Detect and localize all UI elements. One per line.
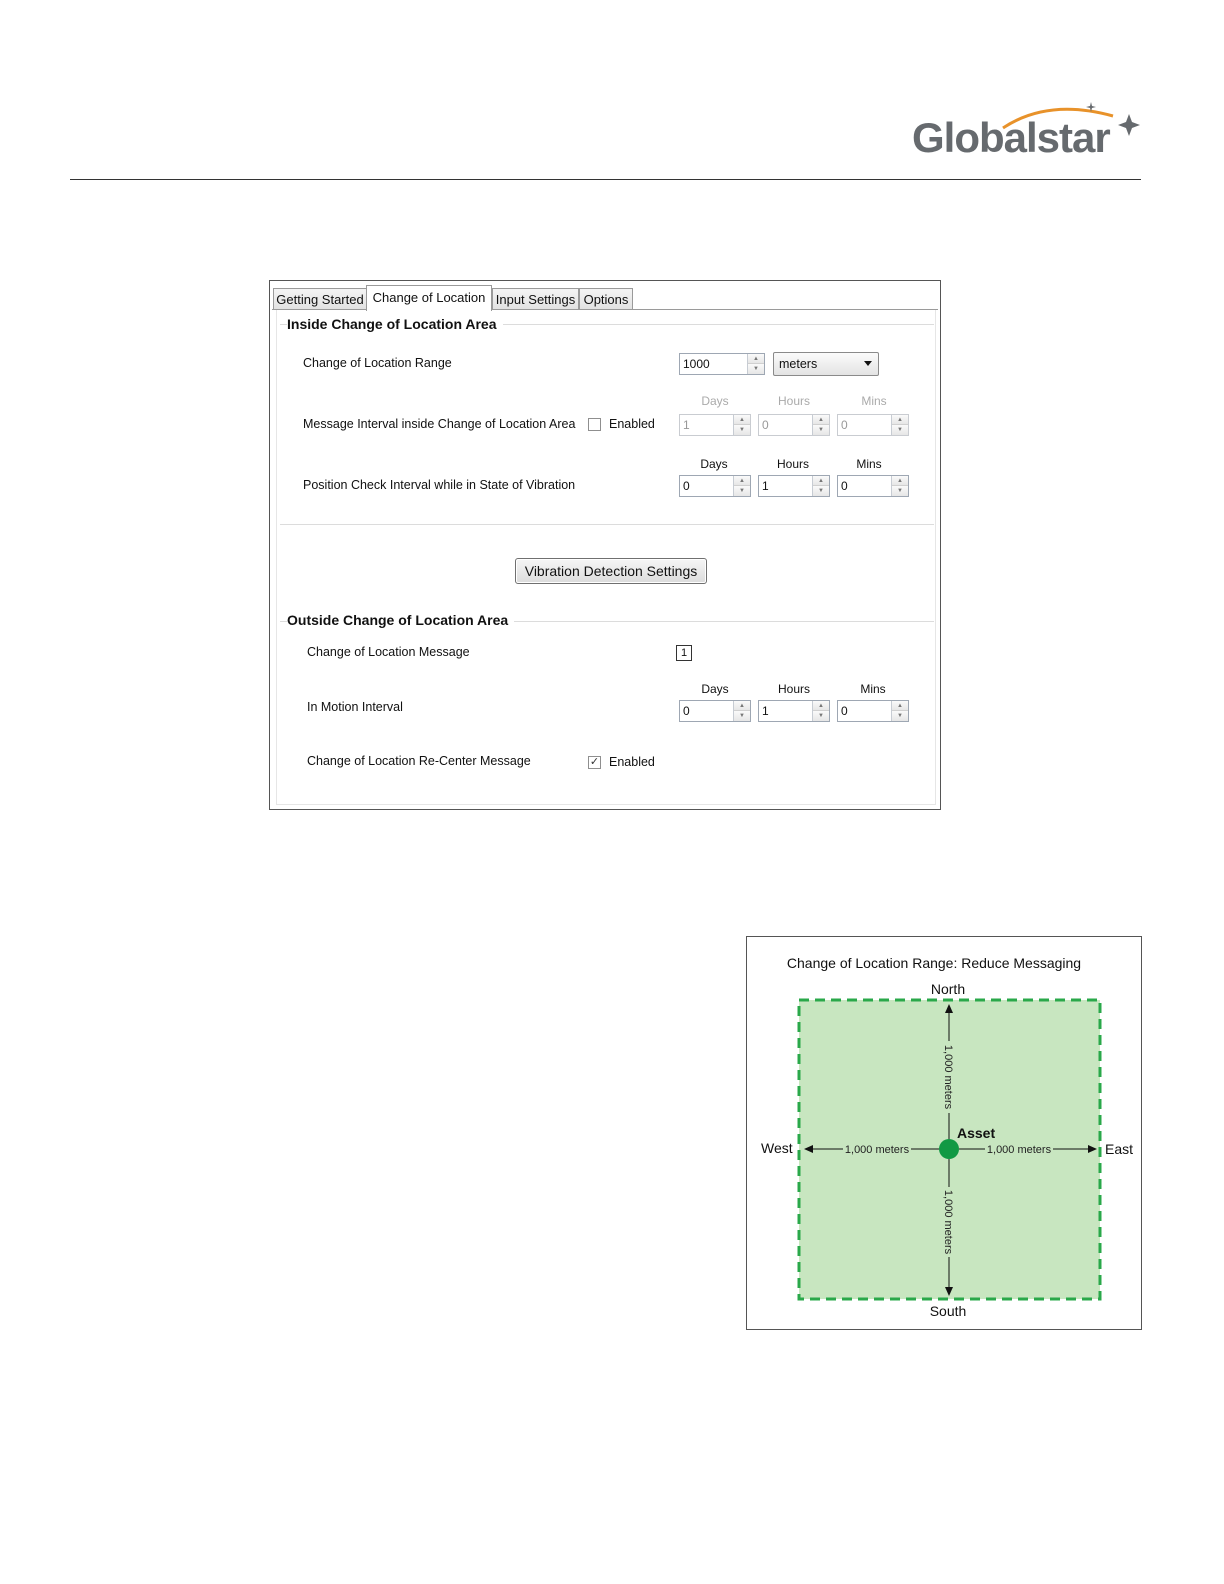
motion-hours-spinner[interactable] [758,700,830,722]
settings-dialog [269,280,941,810]
pos-days-arrows[interactable] [733,476,750,496]
pos-days-label: Days [700,457,728,471]
msg-mins-label: Mins [861,394,887,408]
pos-hours-spinner[interactable] [758,475,830,497]
spin-down-icon[interactable]: ▼ [748,364,764,374]
pos-days-value: 0 [683,479,690,493]
msg-interval-enabled-label: Enabled [609,417,655,431]
tab-bar [272,285,938,309]
msg-mins-arrows[interactable] [891,415,908,435]
pos-hours-value: 1 [762,479,769,493]
range-unit-select[interactable] [773,352,879,376]
east-label: East [1105,1141,1134,1157]
south-distance-label: 1,000 meters [942,1189,954,1255]
range-value: 1000 [683,357,710,371]
spin-up-icon[interactable]: ▲ [734,415,750,425]
pos-mins-spinner[interactable] [837,475,909,497]
col-message-label: Change of Location Message [307,645,470,659]
motion-mins-spinner[interactable] [837,700,909,722]
msg-hours-value: 0 [762,418,769,432]
tab-input-settings[interactable]: Input Settings [492,288,579,309]
asset-marker [939,1139,959,1159]
motion-interval-label: In Motion Interval [307,700,403,714]
motion-hours-label: Hours [777,682,810,696]
range-spin-arrows[interactable] [747,354,764,374]
motion-days-arrows[interactable] [733,701,750,721]
pos-mins-arrows[interactable] [891,476,908,496]
tab-change-of-location[interactable]: Change of Location [366,285,492,311]
range-spinner[interactable] [679,353,765,375]
msg-days-arrows[interactable] [733,415,750,435]
motion-mins-arrows[interactable] [891,701,908,721]
msg-interval-enabled-checkbox[interactable] [588,418,601,431]
range-diagram-svg [747,937,1141,1329]
tab-getting-started[interactable]: Getting Started [273,288,367,309]
spin-up-icon[interactable]: ▲ [813,415,829,425]
inside-group-bottom [280,524,934,525]
msg-hours-spinner[interactable] [758,414,830,436]
msg-hours-arrows[interactable] [812,415,829,435]
recenter-enabled-label: Enabled [609,755,655,769]
spin-up-icon[interactable]: ▲ [748,354,764,364]
pos-mins-label: Mins [856,457,882,471]
motion-mins-value: 0 [841,704,848,718]
pos-hours-label: Hours [776,457,809,471]
motion-days-spinner[interactable] [679,700,751,722]
checkmark-icon: ✓ [589,756,600,768]
north-distance-label: 1,000 meters [942,1044,954,1110]
spin-down-icon[interactable]: ▼ [892,486,908,496]
spin-down-icon[interactable]: ▼ [734,711,750,721]
msg-days-value: 1 [683,418,690,432]
north-label: North [930,981,966,997]
motion-mins-label: Mins [860,682,886,696]
motion-days-label: Days [701,682,729,696]
asset-label: Asset [957,1125,996,1141]
vibration-detection-settings-button[interactable]: Vibration Detection Settings [515,558,707,584]
msg-days-spinner[interactable] [679,414,751,436]
spin-up-icon[interactable]: ▲ [734,476,750,486]
msg-hours-label: Hours [777,394,810,408]
diagram-title: Change of Location Range: Reduce Messaging [786,955,1082,971]
spin-down-icon[interactable]: ▼ [734,486,750,496]
east-distance-label: 1,000 meters [986,1144,1052,1156]
pos-mins-value: 0 [841,479,848,493]
spin-up-icon[interactable]: ▲ [892,415,908,425]
west-distance-label: 1,000 meters [844,1144,910,1156]
tab-options[interactable]: Options [579,288,633,309]
spin-up-icon[interactable]: ▲ [813,476,829,486]
inside-group-title: Inside Change of Location Area [287,316,503,332]
west-label: West [761,1140,793,1156]
msg-mins-spinner[interactable] [837,414,909,436]
outside-group-title: Outside Change of Location Area [287,612,514,628]
spin-down-icon[interactable]: ▼ [813,425,829,435]
spin-up-icon[interactable]: ▲ [734,701,750,711]
pos-check-label: Position Check Interval while in State of Vibration [303,478,576,492]
motion-hours-arrows[interactable] [812,701,829,721]
col-message-value[interactable]: 1 [676,645,692,661]
msg-mins-value: 0 [841,418,848,432]
msg-interval-label: Message Interval inside Change of Location Area [303,417,576,431]
range-label: Change of Location Range [303,356,452,370]
recenter-label: Change of Location Re-Center Message [307,754,531,768]
spin-up-icon[interactable]: ▲ [892,701,908,711]
pos-days-spinner[interactable] [679,475,751,497]
pos-hours-arrows[interactable] [812,476,829,496]
logo-wordmark: Globalstar [912,114,1110,161]
spin-up-icon[interactable]: ▲ [813,701,829,711]
spin-down-icon[interactable]: ▼ [734,425,750,435]
motion-days-value: 0 [683,704,690,718]
range-unit-value: meters [779,357,818,371]
spin-down-icon[interactable]: ▼ [892,425,908,435]
spin-up-icon[interactable]: ▲ [892,476,908,486]
header-divider [70,179,1141,180]
chevron-down-icon [864,361,872,366]
motion-hours-value: 1 [762,704,769,718]
globalstar-logo [908,100,1143,165]
msg-days-label: Days [701,394,729,408]
spin-down-icon[interactable]: ▼ [813,486,829,496]
range-diagram [746,936,1142,1330]
recenter-enabled-checkbox[interactable] [588,756,601,769]
spin-down-icon[interactable]: ▼ [892,711,908,721]
spin-down-icon[interactable]: ▼ [813,711,829,721]
south-label: South [929,1303,967,1319]
